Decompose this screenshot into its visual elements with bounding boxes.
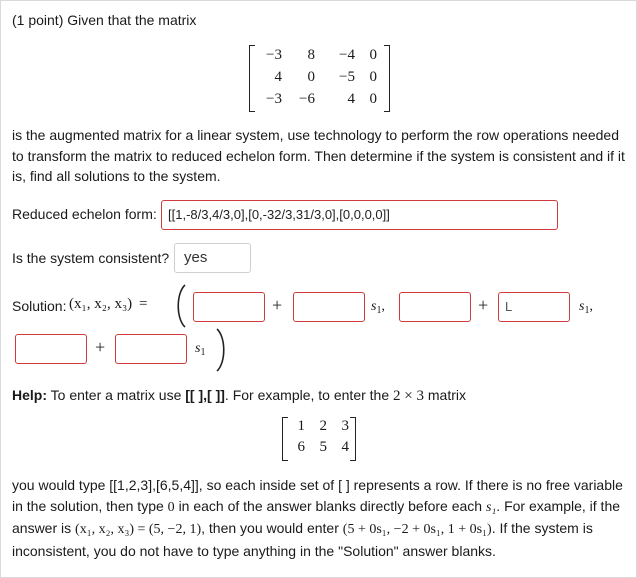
help-example-lhs: (x₁, x₂, x₃) = (5, −2, 1) [75,522,202,537]
help-dims: 2 × 3 [393,388,424,404]
consistent-select[interactable] [174,243,251,273]
example-matrix-cell: 5 [319,439,327,455]
matrix-cells [255,44,377,110]
matrix-cell: −3 [266,91,282,107]
help-zero: 0 [167,499,175,515]
help-example-rhs: (5 + 0s₁, −2 + 0s₁, 1 + 0s₁) [342,522,492,537]
help-text-3: matrix [427,387,466,403]
help-s1: s₁ [485,499,497,515]
comma: , [589,299,593,314]
s1-index: 1 [200,347,206,358]
s1-symbol [579,299,593,316]
help-syntax: [[ ],[ ]] [185,387,225,403]
plus-sign-2: + [478,295,489,315]
s1-symbol [371,299,385,316]
example-matrix-cell: 6 [297,439,305,455]
s1-letter: s [579,299,585,314]
help-label: Help: [12,387,47,403]
s1-letter: s [371,299,377,314]
example-matrix-cell: 3 [341,418,349,434]
help-p1: you would type [[1,2,3],[6,5,4]], so each inside set of [ ] represents a row. If there is no free variable in the solution, then type [12,477,623,514]
example-matrix-cells [285,416,349,458]
matrix-cell: −6 [299,91,315,107]
help-line [12,387,466,405]
ref-label: Reduced echelon form: [12,206,157,222]
consistent-selected-value: yes [184,249,208,266]
solution-label: Solution: [12,298,67,314]
help-paragraph [12,475,628,561]
matrix-cell: 8 [307,47,315,63]
example-matrix-cell: 2 [319,418,327,434]
example-matrix-cell: 1 [297,418,305,434]
s1-symbol [195,341,205,358]
help-p5: . If the system is inconsistent, you do not have to type anything in the "Solution" answer blanks. [12,520,593,559]
solution-x2-constant-input[interactable] [399,292,471,322]
problem-intro: (1 point) Given that the matrix [12,12,197,28]
solution-x2-coef-input[interactable]: L [498,292,570,322]
s1-index: 1 [376,305,382,316]
s1-index: 1 [584,305,590,316]
consistent-label: Is the system consistent? [12,250,170,266]
matrix-cell: 4 [347,91,355,107]
help-p3: . For example, if the answer is [12,497,621,536]
problem-description: is the augmented matrix for a linear system, use technology to perform the row operations needed to transform the matrix to reduced echelon form. Then determine if the system is consistent and if it is, find all solutions to the system. [12,127,625,184]
solution-x1-constant-input[interactable] [193,292,265,322]
solution-x1-coef-input[interactable] [293,292,365,322]
matrix-cell: −3 [266,47,282,63]
matrix-cell: −5 [339,69,355,85]
solution-equals: = [138,296,148,312]
matrix-cell: 4 [274,69,282,85]
example-matrix-cell: 4 [341,439,349,455]
matrix-cell: 0 [369,91,377,107]
right-paren-icon [215,327,229,373]
matrix-cell: 0 [369,69,377,85]
example-right-bracket [350,417,356,461]
comma: , [381,299,385,314]
help-text-1: To enter a matrix use [50,387,182,403]
solution-x3-constant-input[interactable] [15,334,87,364]
matrix-cell: 0 [307,69,315,85]
help-text-2: . For example, to enter the [224,387,390,403]
matrix-cell: 0 [369,47,377,63]
help-p2: in each of the answer blanks directly before each [178,497,483,514]
solution-vars-text: (x₁, x₂, x₃) [69,296,133,312]
solution-vars [69,296,147,313]
plus-sign-3: + [95,337,106,357]
left-paren-icon [173,283,187,329]
s1-letter: s [195,341,201,356]
solution-x3-coef-input[interactable] [115,334,187,364]
plus-sign-1: + [272,295,283,315]
help-p4: , then you would enter [201,520,339,536]
ref-input[interactable]: [[1,-8/3,4/3,0],[0,-32/3,31/3,0],[0,0,0,0]] [161,200,558,230]
matrix-cell: −4 [339,47,355,63]
matrix-right-bracket [384,45,390,112]
